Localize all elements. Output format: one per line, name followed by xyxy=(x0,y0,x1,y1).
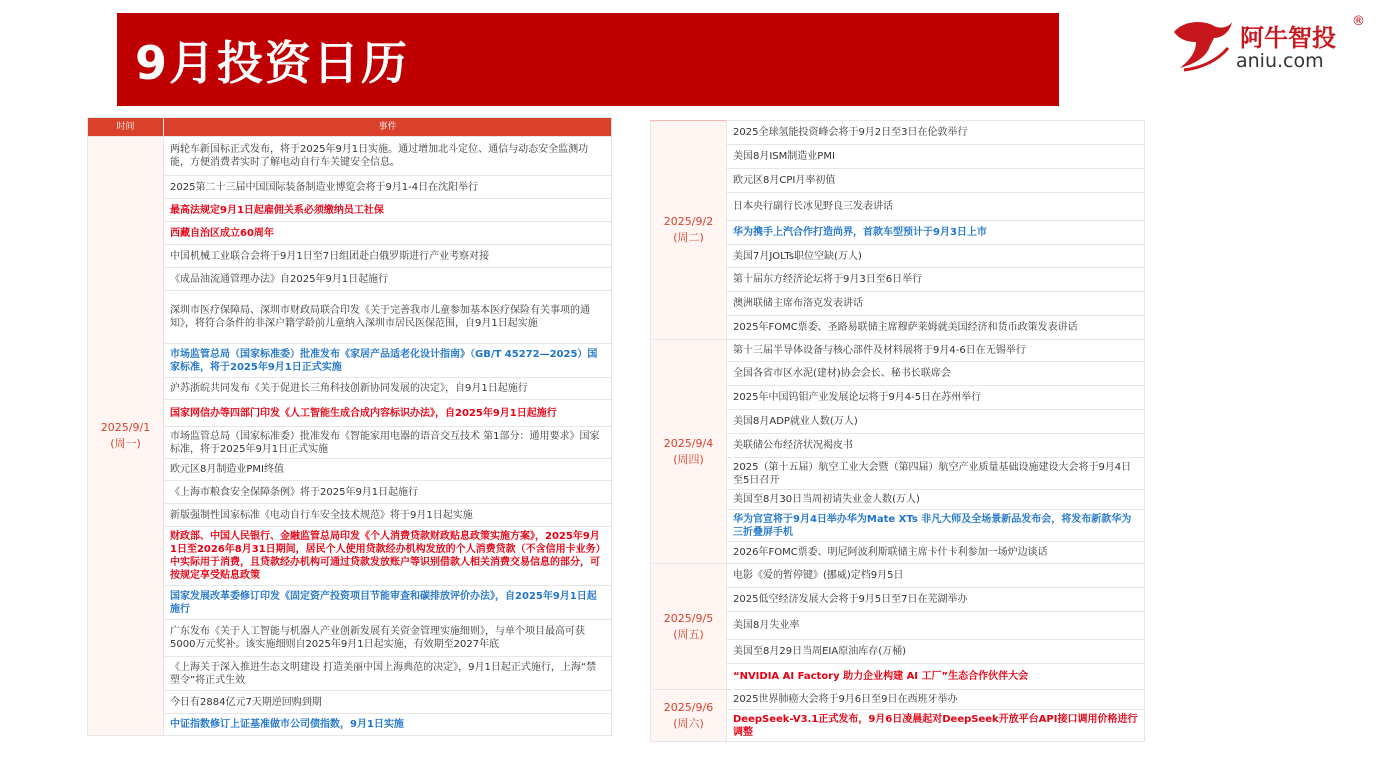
weekday-text: (周一) xyxy=(110,437,141,450)
weekday-text: (周二) xyxy=(673,231,704,244)
weekday-text: (周六) xyxy=(673,716,704,730)
logo-domain: aniu.com xyxy=(1236,50,1324,72)
table-row xyxy=(88,691,612,714)
event-cell: 财政部、中国人民银行、金融监管总局印发《个人消费贷款财政贴息政策实施方案》，2025年9月1日至2026年8月31日期间，居民个人使用贷款经办机构发放的个人消费贷款（不含信用卡业务）中实际用于消费，且贷款经办机构可通过贷款发放账户等识别借款人相关消费交易信息的部分，可按规定享受贴息政策 xyxy=(164,527,612,586)
event-cell: 第十届东方经济论坛将于9月3日至6日举行 xyxy=(727,268,1145,292)
event-cell: 欧元区8月制造业PMI终值 xyxy=(164,459,612,481)
table-row xyxy=(88,620,612,657)
event-cell: 华为官宣将于9月4日举办华为Mate XTs 非凡大师及全场景新品发布会，将发布新款华为三折叠屏手机 xyxy=(727,510,1145,542)
event-cell: 今日有2884亿元7天期逆回购到期 xyxy=(164,691,612,714)
event-cell: 国家发展改革委修订印发《固定资产投资项目节能审查和碳排放评价办法》，自2025年9月1日起施行 xyxy=(164,586,612,620)
table-row xyxy=(88,714,612,736)
event-cell: 2025（第十五届）航空工业大会暨（第四届）航空产业质量基础设施建设大会将于9月4日至5日召开 xyxy=(727,458,1145,490)
table-row xyxy=(651,340,1145,362)
event-cell: 新版强制性国家标准《电动自行车安全技术规范》将于9月1日起实施 xyxy=(164,504,612,527)
event-cell: 2025世界肺癌大会将于9月6日至9日在西班牙举办 xyxy=(727,690,1145,710)
event-cell: 澳洲联储主席布洛克发表讲话 xyxy=(727,292,1145,316)
event-cell: 第十三届半导体设备与核心部件及材料展将于9月4-6日在无锡举行 xyxy=(727,340,1145,362)
event-cell: 美国至8月30日当周初请失业金人数(万人) xyxy=(727,490,1145,510)
event-cell: 市场监管总局（国家标准委）批准发布《家居产品适老化设计指南》（GB/T 45272—2025）国家标准，将于2025年9月1日正式实施 xyxy=(164,344,612,378)
event-cell: 《成品油流通管理办法》自2025年9月1日起施行 xyxy=(164,268,612,291)
event-cell: 全国各省市区水泥(建材)协会会长、秘书长联席会 xyxy=(727,362,1145,386)
page-title: 9月投资日历 xyxy=(135,36,410,90)
table-row xyxy=(651,690,1145,710)
date-cell xyxy=(651,690,727,742)
event-cell: 美国8月ADP就业人数(万人) xyxy=(727,410,1145,434)
event-cell: 国家网信办等四部门印发《人工智能生成合成内容标识办法》，自2025年9月1日起施行 xyxy=(164,400,612,427)
table-row xyxy=(88,400,612,427)
table-row xyxy=(88,427,612,459)
title-banner xyxy=(117,13,1059,106)
weekday-text: (周五) xyxy=(673,627,704,641)
column-header-time: 时间 xyxy=(88,118,164,137)
event-cell: 美联储公布经济状况褐皮书 xyxy=(727,434,1145,458)
calendar-table-left xyxy=(87,117,612,736)
table-row xyxy=(88,378,612,400)
table-row xyxy=(88,657,612,691)
table-row xyxy=(88,344,612,378)
table-row xyxy=(88,268,612,291)
bull-logo-icon xyxy=(1170,18,1234,72)
table-row xyxy=(88,176,612,199)
event-cell: 市场监管总局（国家标准委）批准发布《智能家用电器的语音交互技术 第1部分：通用要求》国家标准，将于2025年9月1日正式实施 xyxy=(164,427,612,459)
date-cell xyxy=(88,137,164,736)
event-cell: 美国8月ISM制造业PMI xyxy=(727,145,1145,169)
date-cell xyxy=(651,564,727,690)
date-cell xyxy=(651,340,727,564)
event-cell: 两轮车新国标正式发布，将于2025年9月1日实施。通过增加北斗定位、通信与动态安全监测功能，方便消费者实时了解电动自行车关键安全信息。 xyxy=(164,137,612,176)
date-text: 2025/9/2 xyxy=(663,215,714,228)
event-cell: 中证指数修订上证基准做市公司债指数，9月1日实施 xyxy=(164,714,612,736)
table-row xyxy=(88,504,612,527)
event-cell: 欧元区8月CPI月率初值 xyxy=(727,169,1145,193)
event-cell: 2025年FOMC票委、圣路易联储主席穆萨莱姆就美国经济和货币政策发表讲话 xyxy=(727,316,1145,340)
table-row xyxy=(88,222,612,245)
table-row xyxy=(88,137,612,176)
event-cell: 2025第二十三届中国国际装备制造业博览会将于9月1-4日在沈阳举行 xyxy=(164,176,612,199)
table-row xyxy=(88,527,612,586)
table-row xyxy=(88,481,612,504)
event-cell: 深圳市医疗保障局、深圳市财政局联合印发《关于完善我市儿童参加基本医疗保险有关事项的通知》，将符合条件的非深户籍学龄前儿童纳入深圳市居民医保范围，自9月1日起实施 xyxy=(164,291,612,344)
event-cell: 美国7月JOLTs职位空缺(万人) xyxy=(727,245,1145,268)
event-cell: 《上海关于深入推进生态文明建设 打造美丽中国上海典范的决定》，9月1日起正式施行，上海“禁塑令”将正式生效 xyxy=(164,657,612,691)
table-row xyxy=(88,199,612,222)
event-cell: DeepSeek-V3.1正式发布，9月6日凌晨起对DeepSeek开放平台API接口调用价格进行调整 xyxy=(727,710,1145,742)
event-cell: 《上海市粮食安全保障条例》将于2025年9月1日起施行 xyxy=(164,481,612,504)
event-cell: 2025年中国钨钼产业发展论坛将于9月4-5日在苏州举行 xyxy=(727,386,1145,410)
event-cell: 2025全球氢能投资峰会将于9月2日至3日在伦敦举行 xyxy=(727,121,1145,145)
table-row xyxy=(88,459,612,481)
date-text: 2025/9/1 xyxy=(100,421,151,434)
event-cell: 中国机械工业联合会将于9月1日至7日组团赴白俄罗斯进行产业考察对接 xyxy=(164,245,612,268)
event-cell: 2026年FOMC票委、明尼阿波利斯联储主席卡什卡利参加一场炉边谈话 xyxy=(727,542,1145,564)
date-text: 2025/9/5 xyxy=(663,611,714,625)
event-cell: 美国至8月29日当周EIA原油库存(万桶) xyxy=(727,640,1145,664)
event-cell: 日本央行副行长冰见野良三发表讲话 xyxy=(727,193,1145,221)
column-header-event: 事件 xyxy=(164,118,612,137)
event-cell: 西藏自治区成立60周年 xyxy=(164,222,612,245)
event-cell: 华为携手上汽合作打造尚界，首款车型预计于9月3日上市 xyxy=(727,221,1145,245)
event-cell: 美国8月失业率 xyxy=(727,612,1145,640)
table-row xyxy=(88,291,612,344)
event-cell: 2025低空经济发展大会将于9月5日至7日在芜湖举办 xyxy=(727,588,1145,612)
table-row xyxy=(88,586,612,620)
table-row xyxy=(651,564,1145,588)
date-cell xyxy=(651,121,727,340)
table-row xyxy=(88,245,612,268)
event-cell: 最高法规定9月1日起雇佣关系必须缴纳员工社保 xyxy=(164,199,612,222)
date-text: 2025/9/4 xyxy=(663,436,714,450)
event-cell: 电影《爱的暂停键》(挪威)定档9月5日 xyxy=(727,564,1145,588)
date-text: 2025/9/6 xyxy=(663,700,714,714)
logo-chinese-name: 阿牛智投 xyxy=(1240,24,1336,52)
event-cell: “NVIDIA AI Factory 助力企业构建 AI 工厂”生态合作伙伴大会 xyxy=(727,664,1145,690)
event-cell: 沪苏浙皖共同发布《关于促进长三角科技创新协同发展的决定》，自9月1日起施行 xyxy=(164,378,612,400)
calendar-table-right xyxy=(650,120,1145,742)
brand-logo xyxy=(1170,14,1370,74)
weekday-text: (周四) xyxy=(673,452,704,466)
table-row xyxy=(651,121,1145,145)
registered-mark: ® xyxy=(1352,14,1365,29)
event-cell: 广东发布《关于人工智能与机器人产业创新发展有关资金管理实施细则》，与单个项目最高可获5000万元奖补。该实施细则自2025年9月1日起实施，有效期至2027年底 xyxy=(164,620,612,657)
